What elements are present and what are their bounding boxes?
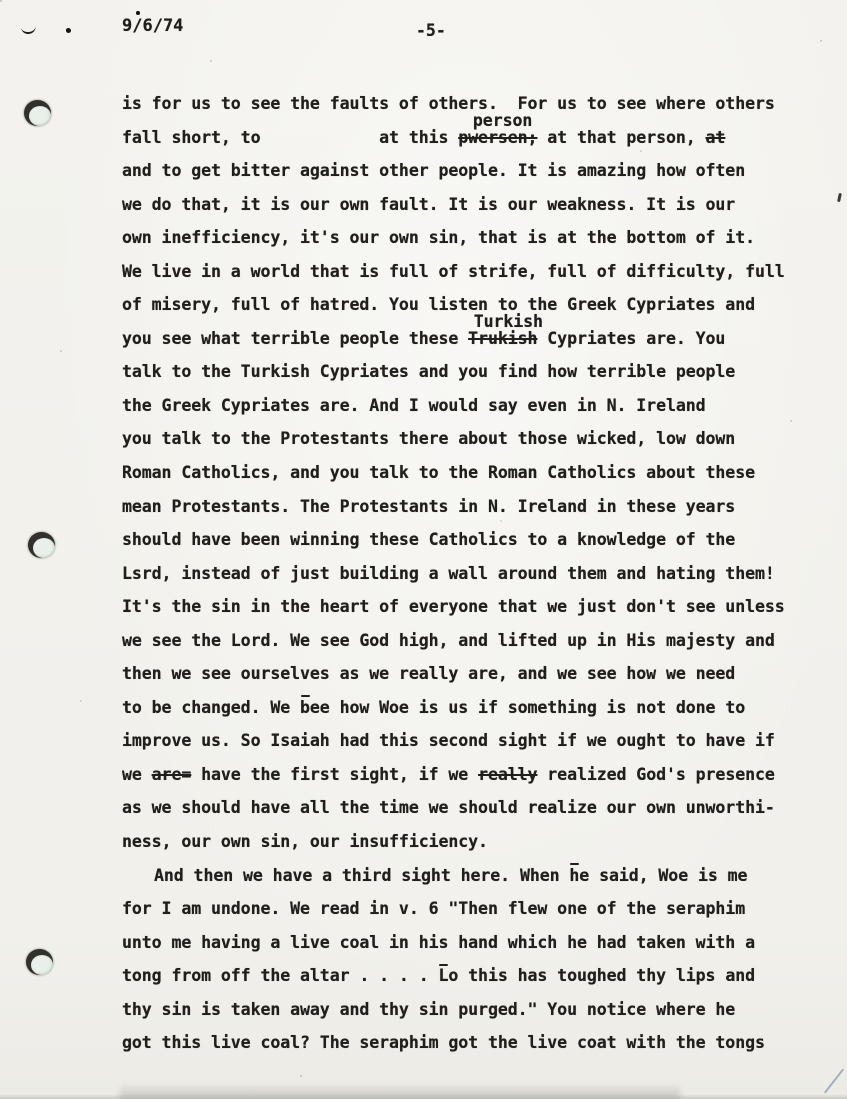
text-line xyxy=(122,221,822,255)
ink-dot-mark xyxy=(66,28,71,33)
typed-correction-above: person xyxy=(472,111,533,131)
hole-punch-bottom xyxy=(26,949,53,975)
corrected-word xyxy=(468,312,543,356)
text-run: fall short, to at this xyxy=(122,127,459,147)
text-run: We live in a world that is full of strife, full of difficulty, full xyxy=(122,261,785,281)
text-line xyxy=(122,255,822,289)
text-line xyxy=(122,490,822,524)
text-run: of misery, full of hatred. You listen to the Greek Cypriates and xyxy=(122,295,755,315)
text-line xyxy=(122,422,822,456)
overtyped-text: he xyxy=(569,859,589,893)
text-run: said, Woe is me xyxy=(589,865,748,885)
struck-text: at xyxy=(705,127,726,147)
stray-apostrophe-mark xyxy=(837,193,841,202)
text-line xyxy=(122,456,822,490)
document-body xyxy=(122,87,822,1060)
text-run: at that person, xyxy=(537,127,706,147)
text-line xyxy=(122,791,822,825)
text-run: mean Protestants. The Protestants in N. Ireland in these years xyxy=(122,496,736,516)
typed-correction-above: Turkish xyxy=(473,312,543,332)
text-run: for I am undone. We read in v. 6 "Then flew one of the seraphim xyxy=(122,899,746,919)
text-run: and to get bitter against other people. It is amazing how often xyxy=(122,161,746,181)
ink-speck xyxy=(136,11,140,15)
text-line xyxy=(122,590,822,624)
text-run: It's the sin in the heart of everyone that we just don't see unless xyxy=(122,597,785,617)
scan-bottom-edge xyxy=(0,1094,847,1099)
text-run: is for us to see the faults of others. For us to see where others xyxy=(122,94,775,113)
text-line xyxy=(122,926,822,960)
text-run: we see the Lord. We see God high, and lifted up in His majesty and xyxy=(122,630,775,650)
scan-corner-line xyxy=(824,1069,844,1094)
struck-word: pwersen; xyxy=(458,127,538,147)
overtyped-text: bee xyxy=(300,691,330,725)
text-line xyxy=(122,355,822,389)
struck-text: really xyxy=(478,764,538,784)
text-run: got this live coal? The seraphim got the live coat with the tongs xyxy=(122,1033,765,1053)
text-run: Roman Catholics, and you talk to the Roman Catholics about these xyxy=(122,463,755,483)
text-line xyxy=(122,288,822,322)
text-run: Cypriates are. You xyxy=(537,328,726,348)
text-line xyxy=(122,1026,822,1060)
hole-punch-middle xyxy=(28,532,55,558)
corrected-word xyxy=(458,111,538,155)
struck-text: are= xyxy=(151,764,192,784)
text-line xyxy=(122,624,822,658)
page-number: -5- xyxy=(416,21,446,40)
text-run: realized God's presence xyxy=(537,764,775,784)
text-line xyxy=(122,188,822,222)
text-line xyxy=(122,154,822,188)
text-line xyxy=(122,892,822,926)
text-run: you talk to the Protestants there about those wicked, low down xyxy=(122,429,736,449)
overtyped-text: Lo xyxy=(439,959,459,993)
text-run: have the first sight, if we xyxy=(191,764,479,784)
text-line xyxy=(122,993,822,1027)
text-run: own inefficiency, it's our own sin, that is at the bottom of it. xyxy=(122,228,755,248)
text-line xyxy=(122,859,822,893)
text-run: improve us. So Isaiah had this second sight if we ought to have if xyxy=(122,731,775,751)
text-line xyxy=(122,657,822,691)
text-run: how Woe is us if something is not done to xyxy=(329,697,746,717)
text-line xyxy=(122,691,822,725)
text-run: talk to the Turkish Cypriates and you find how terrible people xyxy=(122,362,736,382)
text-line xyxy=(122,312,822,356)
text-run: the Greek Cypriates are. And I would say even in N. Ireland xyxy=(122,395,706,415)
struck-word: Trukish xyxy=(468,328,538,348)
text-run: should have been winning these Catholics to a knowledge of the xyxy=(122,530,736,550)
text-run: thy sin is taken away and thy sin purged." You notice where he xyxy=(122,999,736,1019)
hole-punch-top xyxy=(24,100,51,126)
text-line xyxy=(122,959,822,993)
text-line xyxy=(122,724,822,758)
text-run: we do that, it is our own fault. It is our weakness. It is our xyxy=(122,194,736,214)
text-line xyxy=(122,825,822,859)
text-run: ness, our own sin, our insufficiency. xyxy=(122,832,488,852)
text-line xyxy=(122,758,822,792)
pen-squiggle-mark xyxy=(21,23,37,35)
text-run: unto me having a live coal in his hand which he had taken with a xyxy=(122,932,755,952)
text-run: And then we have a third sight here. When xyxy=(154,865,570,885)
text-run: then we see ourselves as we really are, and we see how we need xyxy=(122,664,736,684)
text-line xyxy=(122,389,822,423)
text-line xyxy=(122,523,822,557)
text-run: to be changed. We xyxy=(122,697,301,717)
page-date: 9/6/74 xyxy=(122,16,184,36)
text-run: this has toughed thy lips and xyxy=(458,966,755,986)
text-run: tong from off the altar . . . . xyxy=(122,966,439,986)
paper-speckles xyxy=(0,0,2,2)
text-run: we xyxy=(122,764,152,784)
text-line xyxy=(122,111,822,155)
text-line xyxy=(122,557,822,591)
text-run: you see what terrible people these xyxy=(122,328,469,348)
text-run: as we should have all the time we should realize our own unworthi- xyxy=(122,798,775,818)
text-run: Lsrd, instead of just building a wall around them and hating them! xyxy=(122,563,775,583)
